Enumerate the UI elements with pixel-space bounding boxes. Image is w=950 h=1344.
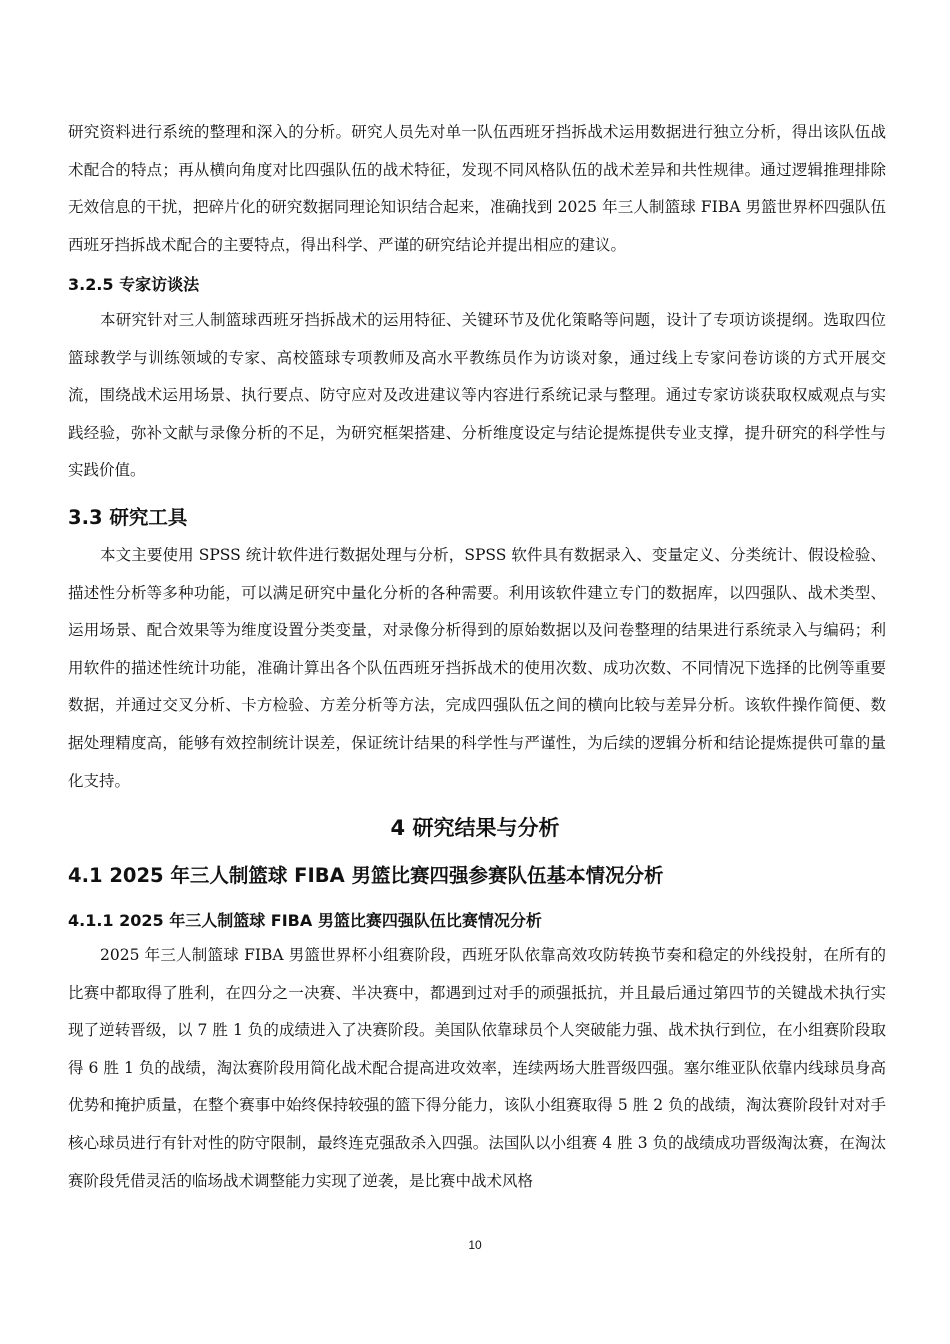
paragraph-match-analysis: 2025 年三人制篮球 FIBA 男篮世界杯小组赛阶段，西班牙队依靠高效攻防转换节奏和稳定的外线投射，在所有的比赛中都取得了胜利，在四分之一决赛、半决赛中，都遇到过对手的顽强抵抗，并且最后通过第四节的关键战术执行实现了逆转晋级，以 7 胜 1 负的成绩进入了决赛阶段。美国队依靠球员个人突破能力强、战术执行到位，在小组赛阶段取得 6 胜 1 负的战绩，淘汰赛阶段用简化战术配合提高进攻效率，连续两场大胜晋级四强。塞尔维亚队依靠内线球员身高优势和掩护质量，在整个赛事中始终保持较强的篮下得分能力，该队小组赛取得 5 胜 2 负的战绩，淘汰赛阶段针对对手核心球员进行有针对性的防守限制，最终连克强敌杀入四强。法国队以小组赛 4 胜 3 负的战绩成功晋级淘汰赛，在淘汰赛阶段凭借灵活的临场战术调整能力实现了逆袭，是比赛中战术风格 bbox=[68, 946, 886, 1190]
paragraph-research-tools: 本文主要使用 SPSS 统计软件进行数据处理与分析，SPSS 软件具有数据录入、变量定义、分类统计、假设检验、描述性分析等多种功能，可以满足研究中量化分析的各种需要。利用该软件建立专门的数据库，以四强队、战术类型、运用场景、配合效果等为维度设置分类变量，对录像分析得到的原始数据以及问卷整理的结果进行系统录入与编码；利用软件的描述性统计功能，准确计算出各个队伍西班牙挡拆战术的使用次数、成功次数、不同情况下选择的比例等重要数据，并通过交叉分析、卡方检验、方差分析等方法，完成四强队伍之间的横向比较与差异分析。该软件操作简便、数据处理精度高，能够有效控制统计误差，保证统计结果的科学性与严谨性，为后续的逻辑分析和结论提炼提供可靠的量化支持。 bbox=[68, 546, 886, 790]
heading-3-3: 3.3 研究工具 bbox=[68, 506, 188, 529]
page-number: 10 bbox=[468, 1238, 482, 1252]
paragraph-research-analysis: 研究资料进行系统的整理和深入的分析。研究人员先对单一队伍西班牙挡拆战术运用数据进行独立分析，得出该队伍战术配合的特点；再从横向角度对比四强队伍的战术特征，发现不同风格队伍的战术差异和共性规律。通过逻辑推理排除无效信息的干扰，把碎片化的研究数据同理论知识结合起来，准确找到 2025 年三人制篮球 FIBA 男篮世界杯四强队伍西班牙挡拆战术配合的主要特点，得出科学、严谨的研究结论并提出相应的建议。 bbox=[68, 123, 886, 254]
heading-chapter-4: 4 研究结果与分析 bbox=[390, 816, 560, 840]
heading-4-1-1: 4.1.1 2025 年三人制篮球 FIBA 男篮比赛四强队伍比赛情况分析 bbox=[68, 911, 542, 930]
paragraph-expert-interview: 本研究针对三人制篮球西班牙挡拆战术的运用特征、关键环节及优化策略等问题，设计了专项访谈提纲。选取四位篮球教学与训练领域的专家、高校篮球专项教师及高水平教练员作为访谈对象，通过线上专家问卷访谈的方式开展交流，围绕战术运用场景、执行要点、防守应对及改进建议等内容进行系统记录与整理。通过专家访谈获取权威观点与实践经验，弥补文献与录像分析的不足，为研究框架搭建、分析维度设定与结论提炼提供专业支撑，提升研究的科学性与实践价值。 bbox=[68, 311, 886, 480]
heading-4-1: 4.1 2025 年三人制篮球 FIBA 男篮比赛四强参赛队伍基本情况分析 bbox=[68, 864, 664, 887]
heading-3-2-5: 3.2.5 专家访谈法 bbox=[68, 275, 200, 294]
